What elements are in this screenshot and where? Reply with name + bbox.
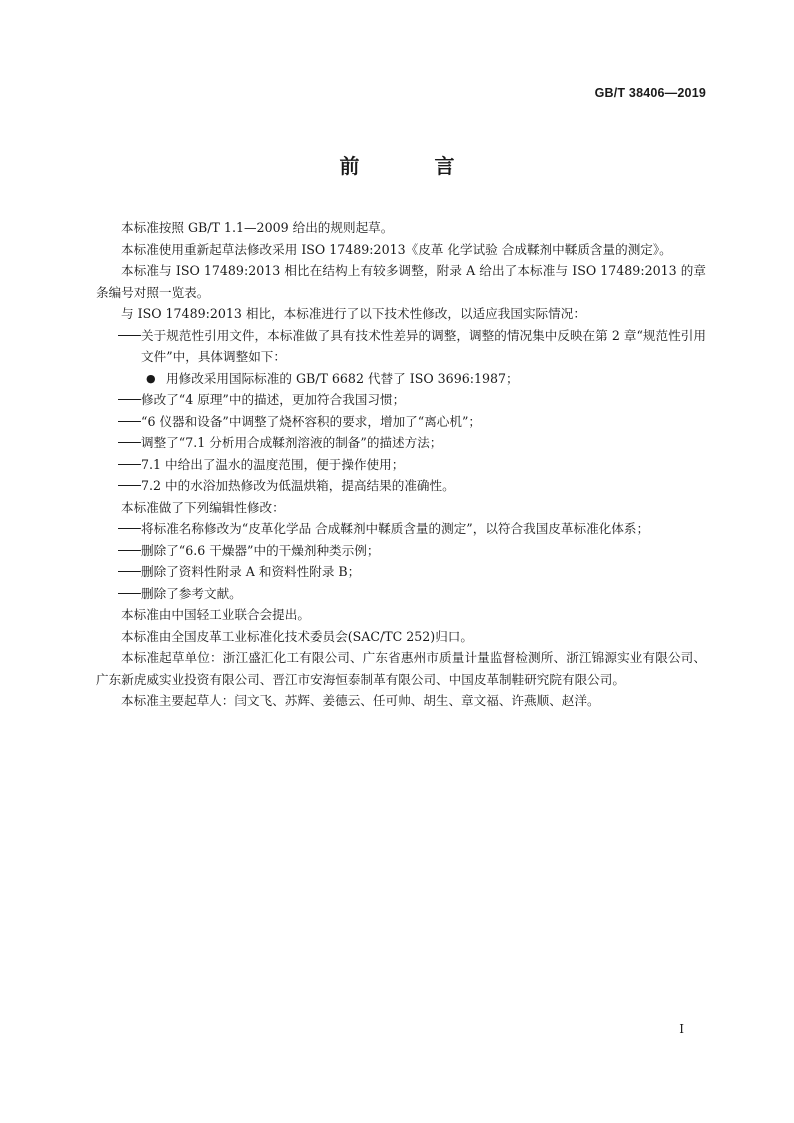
editorial-change-text: 将标准名称修改为“皮革化学品 合成鞣剂中鞣质含量的测定”，以符合我国皮革标准化体系； <box>141 521 650 536</box>
paragraph-adoption-method: 本标准使用重新起草法修改采用 ISO 17489:2013《皮革 化学试验 合成鞣剂中鞣质含量的测定》。 <box>121 241 672 257</box>
technical-change-item <box>96 411 706 433</box>
paragraph-drafters: 本标准主要起草人：闫文飞、苏辉、姜德云、任可帅、胡生、章文福、许燕顺、赵洋。 <box>121 693 600 708</box>
dash-mark <box>118 550 141 551</box>
dash-mark <box>118 571 141 572</box>
page-number: I <box>679 1022 684 1036</box>
editorial-change-item <box>96 561 706 583</box>
bullet-dot-icon: ● <box>146 371 156 385</box>
dash-mark <box>118 335 141 336</box>
bullet-item-text: 用修改采用国际标准的 GB/T 6682 代替了 ISO 3696:1987； <box>166 370 519 386</box>
dash-mark <box>118 442 141 443</box>
standard-code: GB/T 38406—2019 <box>594 86 706 100</box>
dash-mark <box>118 528 141 529</box>
paragraph-editorial-intro: 本标准做了下列编辑性修改： <box>121 499 285 515</box>
dash-mark <box>118 485 141 486</box>
paragraph-structure-changes: 本标准与 ISO 17489:2013 相比在结构上有较多调整，附录 A 给出了本标准与 ISO 17489:2013 的章条编号对照一览表。 <box>96 263 706 300</box>
paragraph-proposer: 本标准由中国轻工业联合会提出。 <box>121 607 310 622</box>
dash-mark <box>118 421 141 422</box>
technical-change-item <box>96 454 706 476</box>
editorial-change-text: 删除了资料性附录 A 和资料性附录 B； <box>141 564 361 579</box>
technical-change-text: 7.1 中给出了温水的温度范围，便于操作使用； <box>141 456 405 472</box>
technical-change-text: 7.2 中的水浴加热修改为低温烘箱，提高结果的准确性。 <box>141 478 455 493</box>
dash-mark <box>118 399 141 400</box>
paragraph-drafting-units: 本标准起草单位：浙江盛汇化工有限公司、广东省惠州市质量计量监督检测所、浙江锦源实业有限公司、广东新虎威实业投资有限公司、晋江市安海恒泰制革有限公司、中国皮革制鞋研究院有限公司。 <box>96 650 706 687</box>
dash-mark <box>118 593 141 594</box>
editorial-change-item <box>96 540 706 562</box>
paragraph-technical-intro: 与 ISO 17489:2013 相比，本标准进行了以下技术性修改，以适应我国实际情况： <box>121 306 586 321</box>
editorial-change-text: 删除了“6.6 干燥器”中的干燥剂种类示例； <box>141 542 380 558</box>
technical-change-text: “6 仪器和设备”中调整了烧杯容积的要求，增加了“离心机”； <box>141 413 482 429</box>
technical-change-item <box>96 475 706 497</box>
technical-change-text: 修改了“4 原理”中的描述，更加符合我国习惯； <box>141 392 406 407</box>
technical-change-text: 关于规范性引用文件，本标准做了具有技术性差异的调整，调整的情况集中反映在第 2 章“规范性引用文件”中，具体调整如下： <box>141 327 706 364</box>
technical-change-item <box>96 432 706 454</box>
editorial-change-item <box>96 518 706 540</box>
technical-change-item <box>96 325 706 368</box>
technical-change-item <box>96 389 706 411</box>
editorial-change-text: 删除了参考文献。 <box>141 585 242 601</box>
document-body <box>96 217 706 712</box>
dash-mark <box>118 464 141 465</box>
editorial-change-item <box>96 583 706 605</box>
page-title: 前 言 <box>339 154 489 178</box>
technical-change-text: 调整了“7.1 分析用合成鞣剂溶液的制备”的描述方法； <box>141 435 443 450</box>
paragraph-committee: 本标准由全国皮革工业标准化技术委员会(SAC/TC 252)归口。 <box>121 628 473 644</box>
paragraph-drafting-rules: 本标准按照 GB/T 1.1—2009 给出的规则起草。 <box>121 220 394 235</box>
bullet-item <box>96 368 706 390</box>
